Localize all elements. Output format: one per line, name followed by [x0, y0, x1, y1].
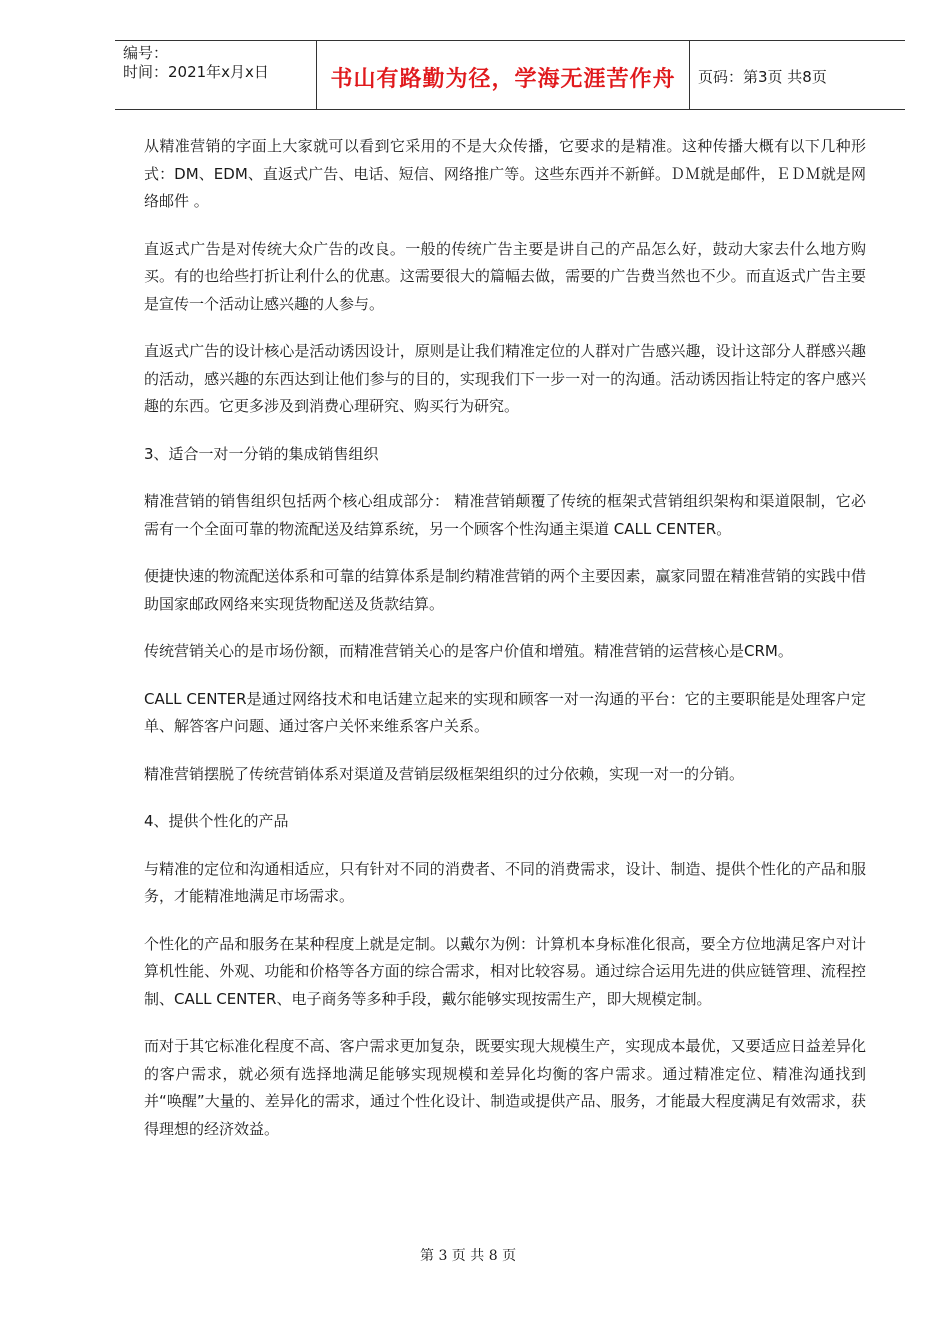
document-body — [144, 133, 866, 1163]
paragraph: 传统营销关心的是市场份额，而精准营销关心的是客户价值和增殖。精准营销的运营核心是CRM。 — [144, 642, 793, 660]
header-motto: 书山有路勤为径，学海无涯苦作舟 — [316, 41, 690, 109]
page-header — [115, 40, 905, 110]
paragraph: 精准营销摆脱了传统营销体系对渠道及营销层级框架组织的过分依赖，实现一对一的分销。 — [144, 764, 745, 783]
paragraph: 直返式广告是对传统大众广告的改良。一般的传统广告主要是讲自己的产品怎么好，鼓动大家去什么地方购买。有的也给些打折让利什么的优惠。这需要很大的篇幅去做，需要的广告费当然也不少。而直返式广告主要是宣传一个活动让感兴趣的人参与。 — [144, 239, 866, 313]
header-meta — [115, 41, 316, 109]
paragraph: 与精准的定位和沟通相适应，只有针对不同的消费者、不同的消费需求，设计、制造、提供个性化的产品和服务，才能精准地满足市场需求。 — [144, 859, 866, 905]
paragraph: 便捷快速的物流配送体系和可靠的结算体系是制约精准营销的两个主要因素，赢家同盟在精准营销的实践中借助国家邮政网络来实现货物配送及货款结算。 — [144, 567, 866, 613]
paragraph: 从精准营销的字面上大家就可以看到它采用的不是大众传播，它要求的是精准。这种传播大概有以下几种形式：DM、EDM、直返式广告、电话、短信、网络推广等。这些东西并不新鲜。ＤＭ就是邮件，ＥＤＭ就是网络邮件 。 — [144, 137, 866, 210]
paragraph: 直返式广告的设计核心是活动诱因设计，原则是让我们精准定位的人群对广告感兴趣，设计这部分人群感兴趣的活动，感兴趣的东西达到让他们参与的目的，实现我们下一步一对一的沟通。活动诱因指让特定的客户感兴趣的东西。它更多涉及到消费心理研究、购买行为研究。 — [144, 342, 866, 415]
paragraph: 个性化的产品和服务在某种程度上就是定制。以戴尔为例：计算机本身标准化很高，要全方位地满足客户对计算机性能、外观、功能和价格等各方面的综合需求，相对比较容易。通过综合运用先进的供应链管理、流程控制、CALL CENTER、电子商务等多种手段，戴尔能够实现按需生产，即大规模定制。 — [144, 934, 866, 1008]
footer-page-number: 第 3 页 共 8 页 — [420, 1248, 517, 1264]
document-time: 时间：2021年x月x日 — [123, 63, 269, 81]
paragraph: 而对于其它标准化程度不高、客户需求更加复杂，既要实现大规模生产，实现成本最优，又要适应日益差异化的客户需求，就必须有选择地满足能够实现规模和差异化均衡的客户需求。通过精准定位、精准沟通找到并“唤醒”大量的、差异化的需求，通过个性化设计、制造或提供产品、服务，才能最大程度满足有效需求，获得理想的经济效益。 — [144, 1037, 866, 1138]
paragraph: CALL CENTER是通过网络技术和电话建立起来的实现和顾客一对一沟通的平台：它的主要职能是处理客户定单、解答客户问题、通过客户关怀来维系客户关系。 — [144, 689, 866, 735]
document-number: 编号： — [123, 44, 169, 62]
section-heading: 3、适合一对一分销的集成销售组织 — [144, 444, 379, 463]
section-heading: 4、提供个性化的产品 — [144, 812, 289, 830]
header-page-number: 页码：第3页 共8页 — [698, 67, 827, 86]
page-footer — [0, 1245, 950, 1265]
paragraph: 精准营销的销售组织包括两个核心组成部分： 精准营销颠覆了传统的框架式营销组织架构和渠道限制，它必需有一个全面可靠的物流配送及结算系统，另一个顾客个性沟通主渠道 CALL CENTER。 — [144, 492, 866, 538]
